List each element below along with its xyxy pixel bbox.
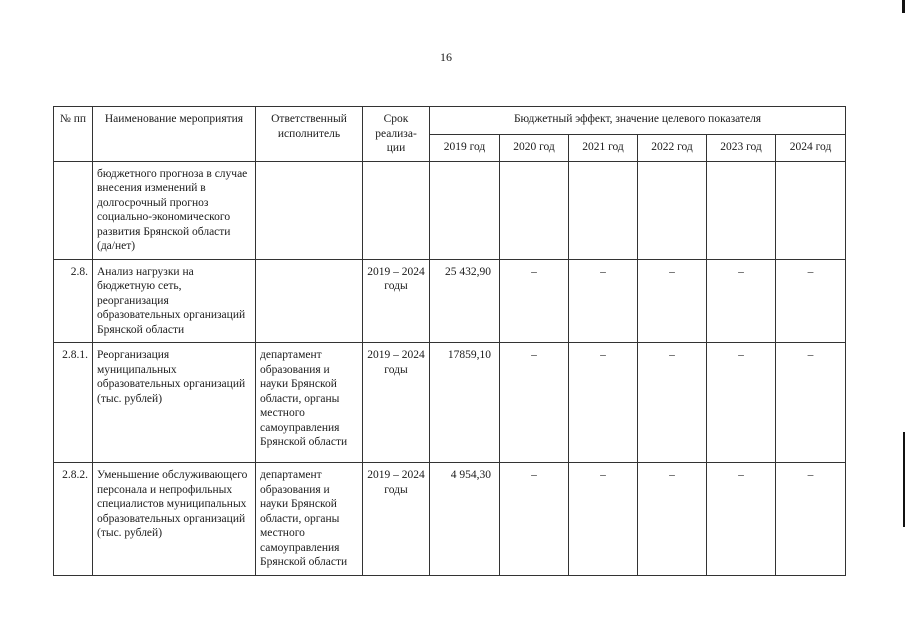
row-name: Анализ нагрузки на бюджетную сеть, реорганизация образовательных организаций Брянской области <box>93 259 256 343</box>
header-effect: Бюджетный эффект, значение целевого показателя <box>430 107 846 135</box>
table-row <box>54 343 846 463</box>
table-row <box>54 463 846 576</box>
row-value-2023: – <box>707 343 776 463</box>
row-value-2023: – <box>707 463 776 576</box>
row-term: 2019 – 2024 годы <box>363 343 430 463</box>
row-num <box>54 161 93 259</box>
header-year: 2021 год <box>569 134 638 161</box>
header-year: 2023 год <box>707 134 776 161</box>
table-row <box>54 259 846 343</box>
header-term: Срок реализа-ции <box>363 107 430 162</box>
header-name: Наименование мероприятия <box>93 107 256 162</box>
page-number: 16 <box>440 50 452 64</box>
row-term <box>363 161 430 259</box>
row-value-2022: – <box>638 463 707 576</box>
row-num: 2.8.2. <box>54 463 93 576</box>
header-num: № пп <box>54 107 93 162</box>
measures-table <box>53 106 846 576</box>
row-value-2021: – <box>569 343 638 463</box>
row-num: 2.8. <box>54 259 93 343</box>
row-num: 2.8.1. <box>54 343 93 463</box>
header-year: 2019 год <box>430 134 500 161</box>
row-value-2020: – <box>500 343 569 463</box>
row-term: 2019 – 2024 годы <box>363 463 430 576</box>
row-value-2020: – <box>500 259 569 343</box>
row-value-2024: – <box>776 343 846 463</box>
row-value-2022 <box>638 161 707 259</box>
row-value-2019: 17859,10 <box>430 343 500 463</box>
row-name: Уменьшение обслуживающего персонала и непрофильных специалистов муниципальных образовательных организаций (тыс. рублей) <box>93 463 256 576</box>
header-row-main <box>54 107 846 135</box>
row-value-2023 <box>707 161 776 259</box>
row-value-2024: – <box>776 463 846 576</box>
row-value-2020 <box>500 161 569 259</box>
row-responsible: департамент образования и науки Брянской области, органы местного самоуправления Брянской области <box>256 343 363 463</box>
row-responsible <box>256 259 363 343</box>
header-year: 2022 год <box>638 134 707 161</box>
row-value-2020: – <box>500 463 569 576</box>
row-responsible: департамент образования и науки Брянской области, органы местного самоуправления Брянской области <box>256 463 363 576</box>
row-value-2019 <box>430 161 500 259</box>
row-value-2019: 4 954,30 <box>430 463 500 576</box>
row-value-2024 <box>776 161 846 259</box>
row-value-2021 <box>569 161 638 259</box>
header-year: 2020 год <box>500 134 569 161</box>
row-value-2023: – <box>707 259 776 343</box>
row-value-2021: – <box>569 259 638 343</box>
row-value-2021: – <box>569 463 638 576</box>
row-value-2024: – <box>776 259 846 343</box>
row-value-2022: – <box>638 343 707 463</box>
row-term: 2019 – 2024 годы <box>363 259 430 343</box>
header-year: 2024 год <box>776 134 846 161</box>
row-responsible <box>256 161 363 259</box>
row-name: Реорганизация муниципальных образовательных организаций (тыс. рублей) <box>93 343 256 463</box>
table-row <box>54 161 846 259</box>
header-responsible: Ответственный исполнитель <box>256 107 363 162</box>
row-value-2019: 25 432,90 <box>430 259 500 343</box>
row-value-2022: – <box>638 259 707 343</box>
row-name: бюджетного прогноза в случае внесения изменений в долгосрочный прогноз социально-экономического развития Брянской области (да/нет) <box>93 161 256 259</box>
